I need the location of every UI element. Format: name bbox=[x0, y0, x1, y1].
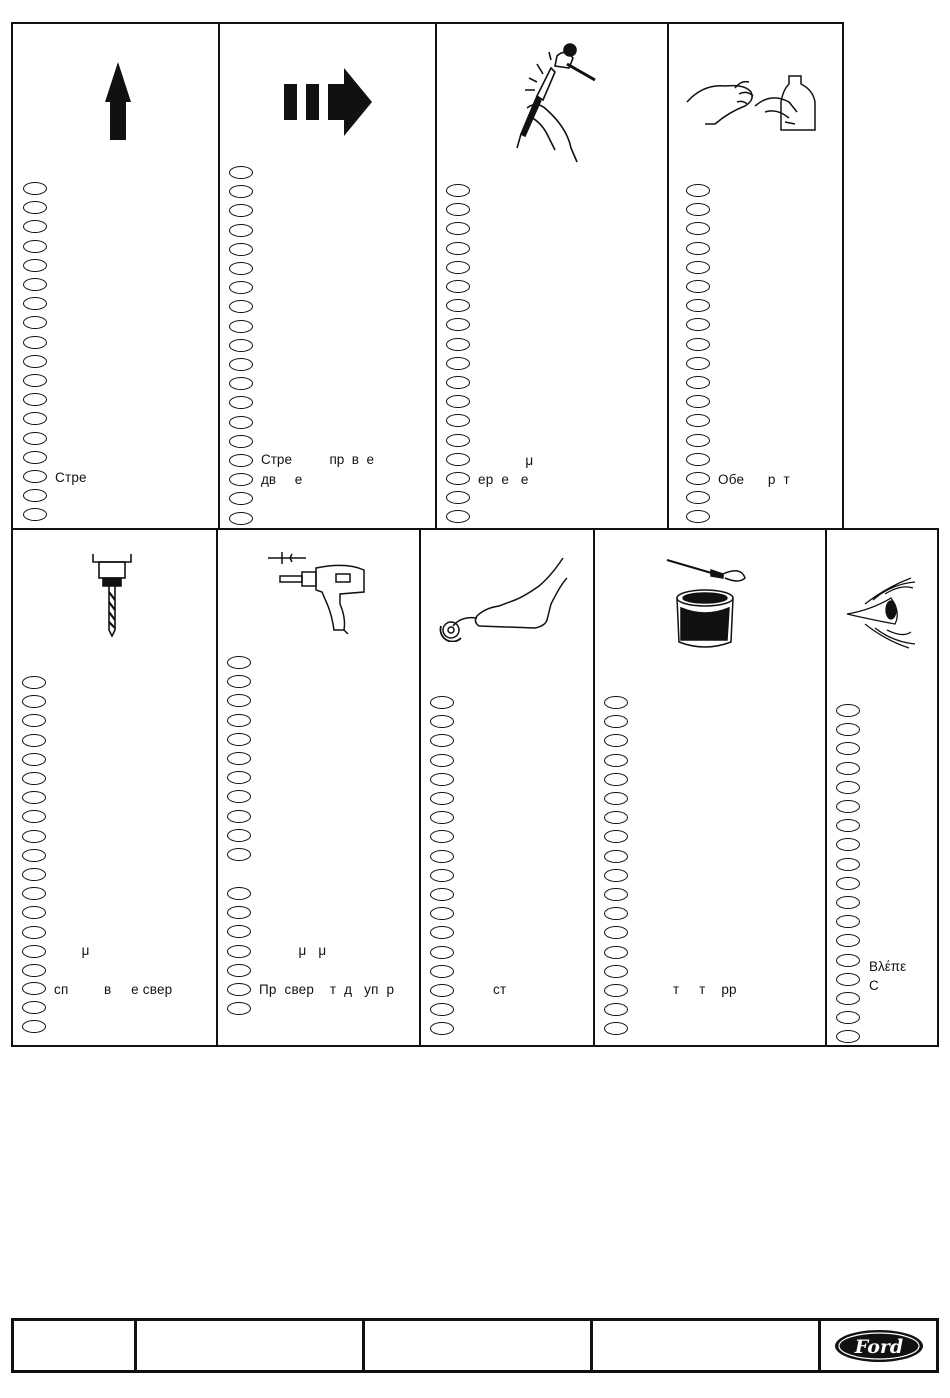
checkbox-oval[interactable] bbox=[22, 849, 46, 862]
checkbox-oval[interactable] bbox=[229, 358, 253, 371]
checkbox-oval[interactable] bbox=[227, 714, 251, 727]
checkbox-oval[interactable] bbox=[604, 946, 628, 959]
checkbox-oval[interactable] bbox=[229, 492, 253, 505]
checkbox-oval[interactable] bbox=[686, 242, 710, 255]
power-drill-icon bbox=[266, 550, 378, 634]
panel-caption: Обе р т bbox=[718, 472, 790, 487]
hammer-chisel-icon bbox=[507, 38, 607, 163]
checkbox-oval[interactable] bbox=[229, 473, 253, 486]
checkbox-oval[interactable] bbox=[836, 819, 860, 832]
checkbox-oval[interactable] bbox=[686, 184, 710, 197]
checkbox-oval[interactable] bbox=[22, 734, 46, 747]
checkbox-oval[interactable] bbox=[22, 791, 46, 804]
panel-paint-can bbox=[593, 528, 827, 1047]
checkbox-oval[interactable] bbox=[604, 715, 628, 728]
checkbox-oval[interactable] bbox=[836, 915, 860, 928]
drill-bit-icon bbox=[89, 554, 135, 638]
checkbox-oval[interactable] bbox=[229, 416, 253, 429]
checkbox-oval[interactable] bbox=[446, 184, 470, 197]
hands-bottle-icon bbox=[685, 72, 825, 134]
checkbox-oval[interactable] bbox=[22, 868, 46, 881]
checkbox-oval[interactable] bbox=[446, 510, 470, 523]
checkbox-oval[interactable] bbox=[229, 166, 253, 179]
checkbox-oval[interactable] bbox=[227, 848, 251, 861]
footer-cell bbox=[137, 1321, 365, 1370]
checkbox-oval[interactable] bbox=[604, 830, 628, 843]
checkbox-oval[interactable] bbox=[686, 357, 710, 370]
checkbox-oval[interactable] bbox=[604, 754, 628, 767]
checkbox-oval[interactable] bbox=[23, 412, 47, 425]
forward-arrow-icon bbox=[284, 68, 372, 136]
checkbox-oval[interactable] bbox=[836, 838, 860, 851]
checkbox-oval[interactable] bbox=[430, 850, 454, 863]
checkbox-oval[interactable] bbox=[23, 278, 47, 291]
checkbox-oval[interactable] bbox=[836, 934, 860, 947]
checkbox-oval[interactable] bbox=[22, 1020, 46, 1033]
checkbox-oval[interactable] bbox=[229, 454, 253, 467]
panel-caption: Стре пр в е bbox=[261, 452, 374, 467]
checkbox-oval[interactable] bbox=[836, 800, 860, 813]
checkbox-oval[interactable] bbox=[227, 964, 251, 977]
checkbox-oval[interactable] bbox=[22, 887, 46, 900]
checkbox-oval[interactable] bbox=[23, 297, 47, 310]
checkbox-oval[interactable] bbox=[22, 695, 46, 708]
checkbox-oval[interactable] bbox=[446, 414, 470, 427]
checkbox-oval[interactable] bbox=[229, 204, 253, 217]
checkbox-oval[interactable] bbox=[836, 781, 860, 794]
checkbox-oval[interactable] bbox=[430, 792, 454, 805]
checkbox-oval[interactable] bbox=[430, 965, 454, 978]
panel-caption: Βλέπε bbox=[869, 959, 907, 974]
eye-icon bbox=[845, 574, 919, 652]
checkbox-oval[interactable] bbox=[604, 926, 628, 939]
checkbox-oval[interactable] bbox=[227, 675, 251, 688]
checkbox-oval[interactable] bbox=[446, 203, 470, 216]
checkbox-oval[interactable] bbox=[836, 973, 860, 986]
panel-hand-tape bbox=[419, 528, 595, 1047]
checkbox-oval[interactable] bbox=[227, 906, 251, 919]
checkbox-oval[interactable] bbox=[23, 470, 47, 483]
checkbox-oval[interactable] bbox=[686, 453, 710, 466]
checkbox-oval[interactable] bbox=[227, 887, 251, 900]
checkbox-oval[interactable] bbox=[430, 734, 454, 747]
checkbox-oval[interactable] bbox=[446, 453, 470, 466]
checkbox-oval[interactable] bbox=[836, 723, 860, 736]
checkbox-oval[interactable] bbox=[836, 896, 860, 909]
checkbox-oval[interactable] bbox=[229, 300, 253, 313]
checkbox-oval[interactable] bbox=[23, 182, 47, 195]
checkbox-oval[interactable] bbox=[604, 1022, 628, 1035]
checkbox-oval[interactable] bbox=[686, 395, 710, 408]
checkbox-oval[interactable] bbox=[446, 242, 470, 255]
checkbox-oval[interactable] bbox=[227, 694, 251, 707]
checkbox-oval[interactable] bbox=[836, 877, 860, 890]
panel-eye bbox=[825, 528, 939, 1047]
checkbox-oval[interactable] bbox=[22, 753, 46, 766]
checkbox-oval[interactable] bbox=[686, 491, 710, 504]
checkbox-oval[interactable] bbox=[227, 983, 251, 996]
panel-caption: μ μ bbox=[259, 943, 327, 958]
panel-hammer-chisel bbox=[435, 22, 669, 530]
panel-forward-arrow bbox=[218, 22, 437, 530]
checkbox-oval[interactable] bbox=[604, 792, 628, 805]
checkbox-oval[interactable] bbox=[229, 377, 253, 390]
panel-caption: ер е е bbox=[478, 472, 529, 487]
checkbox-oval[interactable] bbox=[604, 734, 628, 747]
checkbox-oval[interactable] bbox=[227, 656, 251, 669]
checkbox-oval[interactable] bbox=[430, 984, 454, 997]
checkbox-oval[interactable] bbox=[686, 376, 710, 389]
checkbox-oval[interactable] bbox=[430, 830, 454, 843]
checkbox-oval[interactable] bbox=[604, 907, 628, 920]
checkbox-oval[interactable] bbox=[229, 185, 253, 198]
checkbox-oval[interactable] bbox=[229, 281, 253, 294]
checkbox-oval[interactable] bbox=[446, 280, 470, 293]
panel-caption: Стре bbox=[55, 470, 87, 485]
checkbox-oval[interactable] bbox=[604, 869, 628, 882]
checkbox-oval[interactable] bbox=[23, 508, 47, 521]
checkbox-oval[interactable] bbox=[686, 338, 710, 351]
checkbox-oval[interactable] bbox=[446, 299, 470, 312]
panel-up-arrow bbox=[11, 22, 220, 530]
panel-caption: μ bbox=[478, 453, 534, 468]
checkbox-oval[interactable] bbox=[446, 434, 470, 447]
checkbox-oval[interactable] bbox=[23, 374, 47, 387]
checkbox-oval[interactable] bbox=[229, 320, 253, 333]
checkbox-oval[interactable] bbox=[229, 435, 253, 448]
checkbox-oval[interactable] bbox=[227, 790, 251, 803]
checkbox-oval[interactable] bbox=[686, 261, 710, 274]
panel-caption: ст bbox=[493, 982, 507, 997]
checkbox-oval[interactable] bbox=[836, 742, 860, 755]
checkbox-oval[interactable] bbox=[430, 888, 454, 901]
checkbox-oval[interactable] bbox=[430, 811, 454, 824]
checkbox-oval[interactable] bbox=[446, 395, 470, 408]
checkbox-oval[interactable] bbox=[446, 222, 470, 235]
panel-drill-bit bbox=[11, 528, 218, 1047]
checkbox-oval[interactable] bbox=[23, 316, 47, 329]
checkbox-oval[interactable] bbox=[836, 1011, 860, 1024]
checkbox-oval[interactable] bbox=[686, 414, 710, 427]
checkbox-oval[interactable] bbox=[430, 926, 454, 939]
checkbox-oval[interactable] bbox=[686, 434, 710, 447]
checkbox-oval[interactable] bbox=[22, 945, 46, 958]
checkbox-oval[interactable] bbox=[836, 992, 860, 1005]
ford-logo-icon bbox=[833, 1328, 925, 1364]
footer-cell bbox=[365, 1321, 593, 1370]
checkbox-oval[interactable] bbox=[604, 984, 628, 997]
checkbox-oval[interactable] bbox=[229, 512, 253, 525]
panel-power-drill bbox=[216, 528, 421, 1047]
panel-caption: т т рр bbox=[673, 982, 737, 997]
checkbox-oval[interactable] bbox=[604, 1003, 628, 1016]
checkbox-oval[interactable] bbox=[227, 810, 251, 823]
checkbox-oval[interactable] bbox=[229, 339, 253, 352]
up-arrow-icon bbox=[105, 62, 131, 142]
checkbox-oval[interactable] bbox=[22, 810, 46, 823]
ford-logo-text: Ford bbox=[854, 1335, 903, 1358]
checkbox-oval[interactable] bbox=[227, 945, 251, 958]
checkbox-oval[interactable] bbox=[23, 489, 47, 502]
checkbox-oval[interactable] bbox=[836, 858, 860, 871]
checkbox-oval[interactable] bbox=[22, 772, 46, 785]
checkbox-oval[interactable] bbox=[446, 357, 470, 370]
checkbox-oval[interactable] bbox=[446, 261, 470, 274]
checkbox-oval[interactable] bbox=[836, 1030, 860, 1043]
checkbox-oval[interactable] bbox=[686, 203, 710, 216]
checkbox-oval[interactable] bbox=[229, 262, 253, 275]
checkbox-oval[interactable] bbox=[23, 259, 47, 272]
checkbox-oval[interactable] bbox=[430, 907, 454, 920]
panel-caption: сп в е свер bbox=[54, 982, 173, 997]
checkbox-oval[interactable] bbox=[446, 472, 470, 485]
paint-can-brush-icon bbox=[665, 556, 751, 652]
checkbox-oval[interactable] bbox=[23, 432, 47, 445]
checkbox-oval[interactable] bbox=[686, 510, 710, 523]
checkbox-oval[interactable] bbox=[22, 926, 46, 939]
checkbox-oval[interactable] bbox=[22, 1001, 46, 1014]
panel-caption: дв е bbox=[261, 472, 303, 487]
checkbox-oval[interactable] bbox=[22, 982, 46, 995]
checkbox-oval[interactable] bbox=[836, 954, 860, 967]
checkbox-oval[interactable] bbox=[22, 964, 46, 977]
checkbox-oval[interactable] bbox=[227, 771, 251, 784]
checkbox-oval[interactable] bbox=[430, 1003, 454, 1016]
checkbox-oval[interactable] bbox=[22, 714, 46, 727]
checkbox-oval[interactable] bbox=[227, 1002, 251, 1015]
checkbox-oval[interactable] bbox=[229, 224, 253, 237]
checkbox-oval[interactable] bbox=[430, 869, 454, 882]
checkbox-oval[interactable] bbox=[686, 299, 710, 312]
checkbox-oval[interactable] bbox=[686, 222, 710, 235]
checkbox-oval[interactable] bbox=[604, 696, 628, 709]
checkbox-oval[interactable] bbox=[23, 393, 47, 406]
checkbox-oval[interactable] bbox=[22, 830, 46, 843]
checkbox-oval[interactable] bbox=[23, 336, 47, 349]
checkbox-oval[interactable] bbox=[604, 850, 628, 863]
footer-table bbox=[11, 1318, 939, 1373]
checkbox-oval[interactable] bbox=[23, 220, 47, 233]
checkbox-oval[interactable] bbox=[604, 965, 628, 978]
checkbox-oval[interactable] bbox=[227, 733, 251, 746]
panel-caption: C bbox=[869, 978, 879, 993]
checkbox-oval[interactable] bbox=[23, 451, 47, 464]
checkbox-oval[interactable] bbox=[229, 396, 253, 409]
checkbox-oval[interactable] bbox=[229, 243, 253, 256]
checkbox-oval[interactable] bbox=[430, 696, 454, 709]
checkbox-oval[interactable] bbox=[22, 676, 46, 689]
checkbox-oval[interactable] bbox=[604, 811, 628, 824]
checkbox-oval[interactable] bbox=[836, 762, 860, 775]
checkbox-oval[interactable] bbox=[604, 773, 628, 786]
checkbox-oval[interactable] bbox=[446, 491, 470, 504]
checkbox-oval[interactable] bbox=[227, 925, 251, 938]
checkbox-oval[interactable] bbox=[23, 201, 47, 214]
checkbox-oval[interactable] bbox=[686, 318, 710, 331]
footer-cell bbox=[14, 1321, 137, 1370]
checkbox-oval[interactable] bbox=[836, 704, 860, 717]
checkbox-oval[interactable] bbox=[430, 946, 454, 959]
checkbox-oval[interactable] bbox=[686, 280, 710, 293]
panel-caption: Пр свер т д уп р bbox=[259, 982, 395, 997]
checkbox-oval[interactable] bbox=[604, 888, 628, 901]
checkbox-oval[interactable] bbox=[446, 376, 470, 389]
checkbox-oval[interactable] bbox=[686, 472, 710, 485]
checkbox-oval[interactable] bbox=[23, 240, 47, 253]
checkbox-oval[interactable] bbox=[430, 715, 454, 728]
footer-cell bbox=[593, 1321, 821, 1370]
checkbox-oval[interactable] bbox=[446, 318, 470, 331]
checkbox-oval[interactable] bbox=[446, 338, 470, 351]
checkbox-oval[interactable] bbox=[22, 906, 46, 919]
checkbox-oval[interactable] bbox=[430, 1022, 454, 1035]
panel-hands-bottle bbox=[667, 22, 844, 530]
footer-logo-cell bbox=[821, 1321, 936, 1370]
checkbox-oval[interactable] bbox=[227, 752, 251, 765]
checkbox-oval[interactable] bbox=[23, 355, 47, 368]
hand-tape-icon bbox=[439, 556, 569, 642]
panel-caption: μ bbox=[54, 943, 90, 958]
checkbox-oval[interactable] bbox=[227, 829, 251, 842]
checkbox-oval[interactable] bbox=[430, 773, 454, 786]
checkbox-oval[interactable] bbox=[430, 754, 454, 767]
